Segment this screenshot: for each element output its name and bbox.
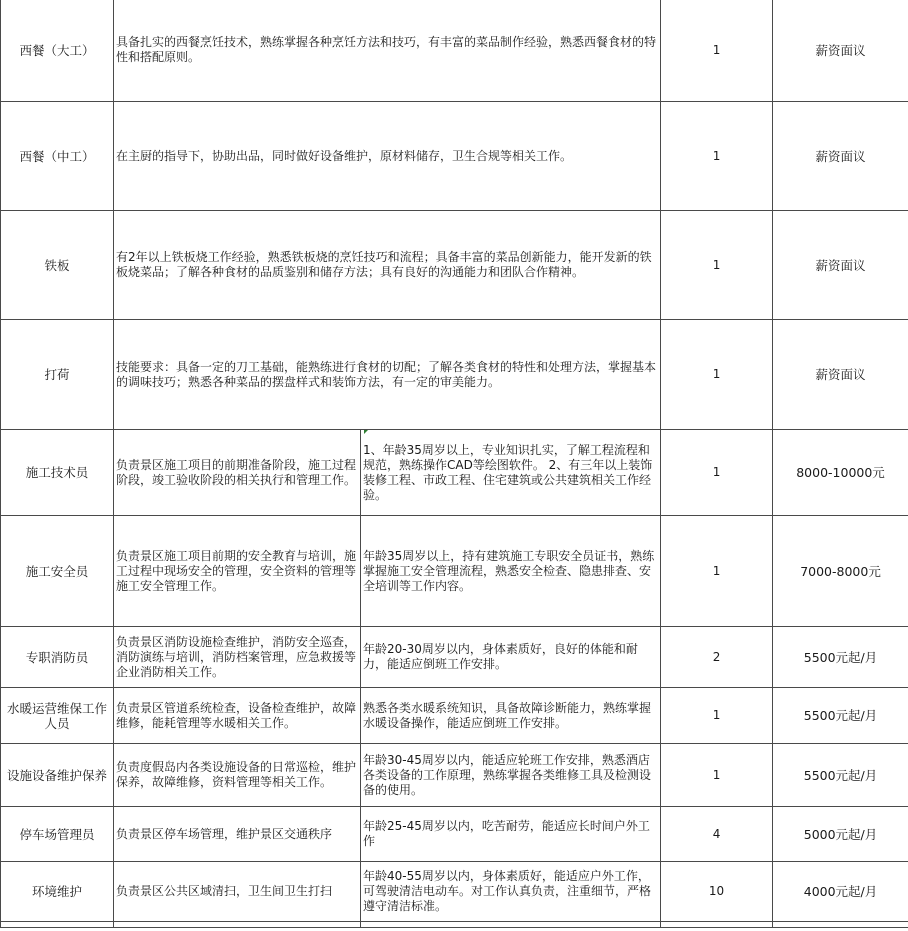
requirements-cell: 年龄30-45周岁以内，能适应轮班工作安排，熟悉酒店各类设备的工作原理，熟练掌握各类维修工具及检测设备的使用。 (361, 744, 661, 807)
salary-cell: 5500元起/月 (773, 688, 908, 744)
empty-cell (361, 922, 661, 928)
table-row (1, 320, 908, 430)
requirements-cell: 熟悉各类水暖系统知识，具备故障诊断能力，熟练掌握水暖设备操作，能适应倒班工作安排。 (361, 688, 661, 744)
table-row (1, 627, 908, 688)
table-row (1, 516, 908, 627)
duties-cell: 负责景区消防设施检查维护，消防安全巡查，消防演练与培训，消防档案管理，应急救援等企业消防相关工作。 (114, 627, 361, 688)
count-cell: 1 (661, 744, 773, 807)
salary-cell: 薪资面议 (773, 0, 908, 102)
count-cell: 1 (661, 0, 773, 102)
position-cell: 施工安全员 (1, 516, 114, 627)
count-cell: 4 (661, 807, 773, 862)
position-cell: 铁板 (1, 211, 114, 320)
count-cell: 1 (661, 688, 773, 744)
duties-cell: 具备扎实的西餐烹饪技术，熟练掌握各种烹饪方法和技巧，有丰富的菜品制作经验，熟悉西餐食材的特性和搭配原则。 (114, 0, 661, 102)
empty-cell (114, 922, 361, 928)
position-cell: 专职消防员 (1, 627, 114, 688)
salary-cell: 7000-8000元 (773, 516, 908, 627)
cell-comment-marker (364, 430, 368, 434)
empty-cell (661, 922, 773, 928)
salary-cell: 8000-10000元 (773, 430, 908, 516)
table-row (1, 688, 908, 744)
duties-cell: 负责景区施工项目的前期准备阶段，施工过程阶段，竣工验收阶段的相关执行和管理工作。 (114, 430, 361, 516)
position-cell: 环境维护 (1, 862, 114, 922)
table-row (1, 430, 908, 516)
salary-cell: 4000元起/月 (773, 862, 908, 922)
duties-cell: 技能要求：具备一定的刀工基础，能熟练进行食材的切配；了解各类食材的特性和处理方法，掌握基本的调味技巧；熟悉各种菜品的摆盘样式和装饰方法，有一定的审美能力。 (114, 320, 661, 430)
count-cell: 2 (661, 627, 773, 688)
table-row (1, 807, 908, 862)
salary-cell: 薪资面议 (773, 102, 908, 211)
table-row (1, 211, 908, 320)
salary-cell: 5500元起/月 (773, 744, 908, 807)
salary-cell: 5000元起/月 (773, 807, 908, 862)
requirements-cell: 年龄25-45周岁以内，吃苦耐劳，能适应长时间户外工作 (361, 807, 661, 862)
requirements-cell: 年龄20-30周岁以内，身体素质好，良好的体能和耐力，能适应倒班工作安排。 (361, 627, 661, 688)
count-cell: 1 (661, 320, 773, 430)
table-row (1, 102, 908, 211)
salary-cell: 薪资面议 (773, 320, 908, 430)
count-cell: 1 (661, 516, 773, 627)
requirements-cell: 1、年龄35周岁以上，专业知识扎实，了解工程流程和规范，熟练操作CAD等绘图软件。 2、有三年以上装饰装修工程、市政工程、住宅建筑或公共建筑相关工作经验。 (361, 430, 661, 516)
position-cell: 设施设备维护保养 (1, 744, 114, 807)
position-cell: 停车场管理员 (1, 807, 114, 862)
table-row (1, 922, 908, 928)
requirements-cell: 年龄35周岁以上，持有建筑施工专职安全员证书，熟练掌握施工安全管理流程，熟悉安全检查、隐患排查、安全培训等工作内容。 (361, 516, 661, 627)
position-cell: 西餐（大工） (1, 0, 114, 102)
position-cell: 施工技术员 (1, 430, 114, 516)
count-cell: 1 (661, 102, 773, 211)
table-row (1, 0, 908, 102)
salary-cell: 薪资面议 (773, 211, 908, 320)
table-row (1, 744, 908, 807)
empty-cell (1, 922, 114, 928)
table-row (1, 862, 908, 922)
duties-cell: 有2年以上铁板烧工作经验，熟悉铁板烧的烹饪技巧和流程；具备丰富的菜品创新能力，能开发新的铁板烧菜品；了解各种食材的品质鉴别和储存方法；具有良好的沟通能力和团队合作精神。 (114, 211, 661, 320)
count-cell: 10 (661, 862, 773, 922)
empty-cell (773, 922, 908, 928)
duties-cell: 负责景区管道系统检查，设备检查维护，故障维修，能耗管理等水暖相关工作。 (114, 688, 361, 744)
position-cell: 打荷 (1, 320, 114, 430)
position-cell: 西餐（中工） (1, 102, 114, 211)
duties-cell: 负责景区公共区域清扫，卫生间卫生打扫 (114, 862, 361, 922)
duties-cell: 在主厨的指导下，协助出品，同时做好设备维护，原材料储存，卫生合规等相关工作。 (114, 102, 661, 211)
duties-cell: 负责度假岛内各类设施设备的日常巡检，维护保养，故障维修，资料管理等相关工作。 (114, 744, 361, 807)
requirements-cell: 年龄40-55周岁以内，身体素质好，能适应户外工作，可驾驶清洁电动车。对工作认真负责，注重细节，严格遵守清洁标准。 (361, 862, 661, 922)
salary-cell: 5500元起/月 (773, 627, 908, 688)
duties-cell: 负责景区停车场管理，维护景区交通秩序 (114, 807, 361, 862)
count-cell: 1 (661, 211, 773, 320)
duties-cell: 负责景区施工项目前期的安全教育与培训，施工过程中现场安全的管理，安全资料的管理等施工安全管理工作。 (114, 516, 361, 627)
position-cell: 水暖运营维保工作人员 (1, 688, 114, 744)
count-cell: 1 (661, 430, 773, 516)
